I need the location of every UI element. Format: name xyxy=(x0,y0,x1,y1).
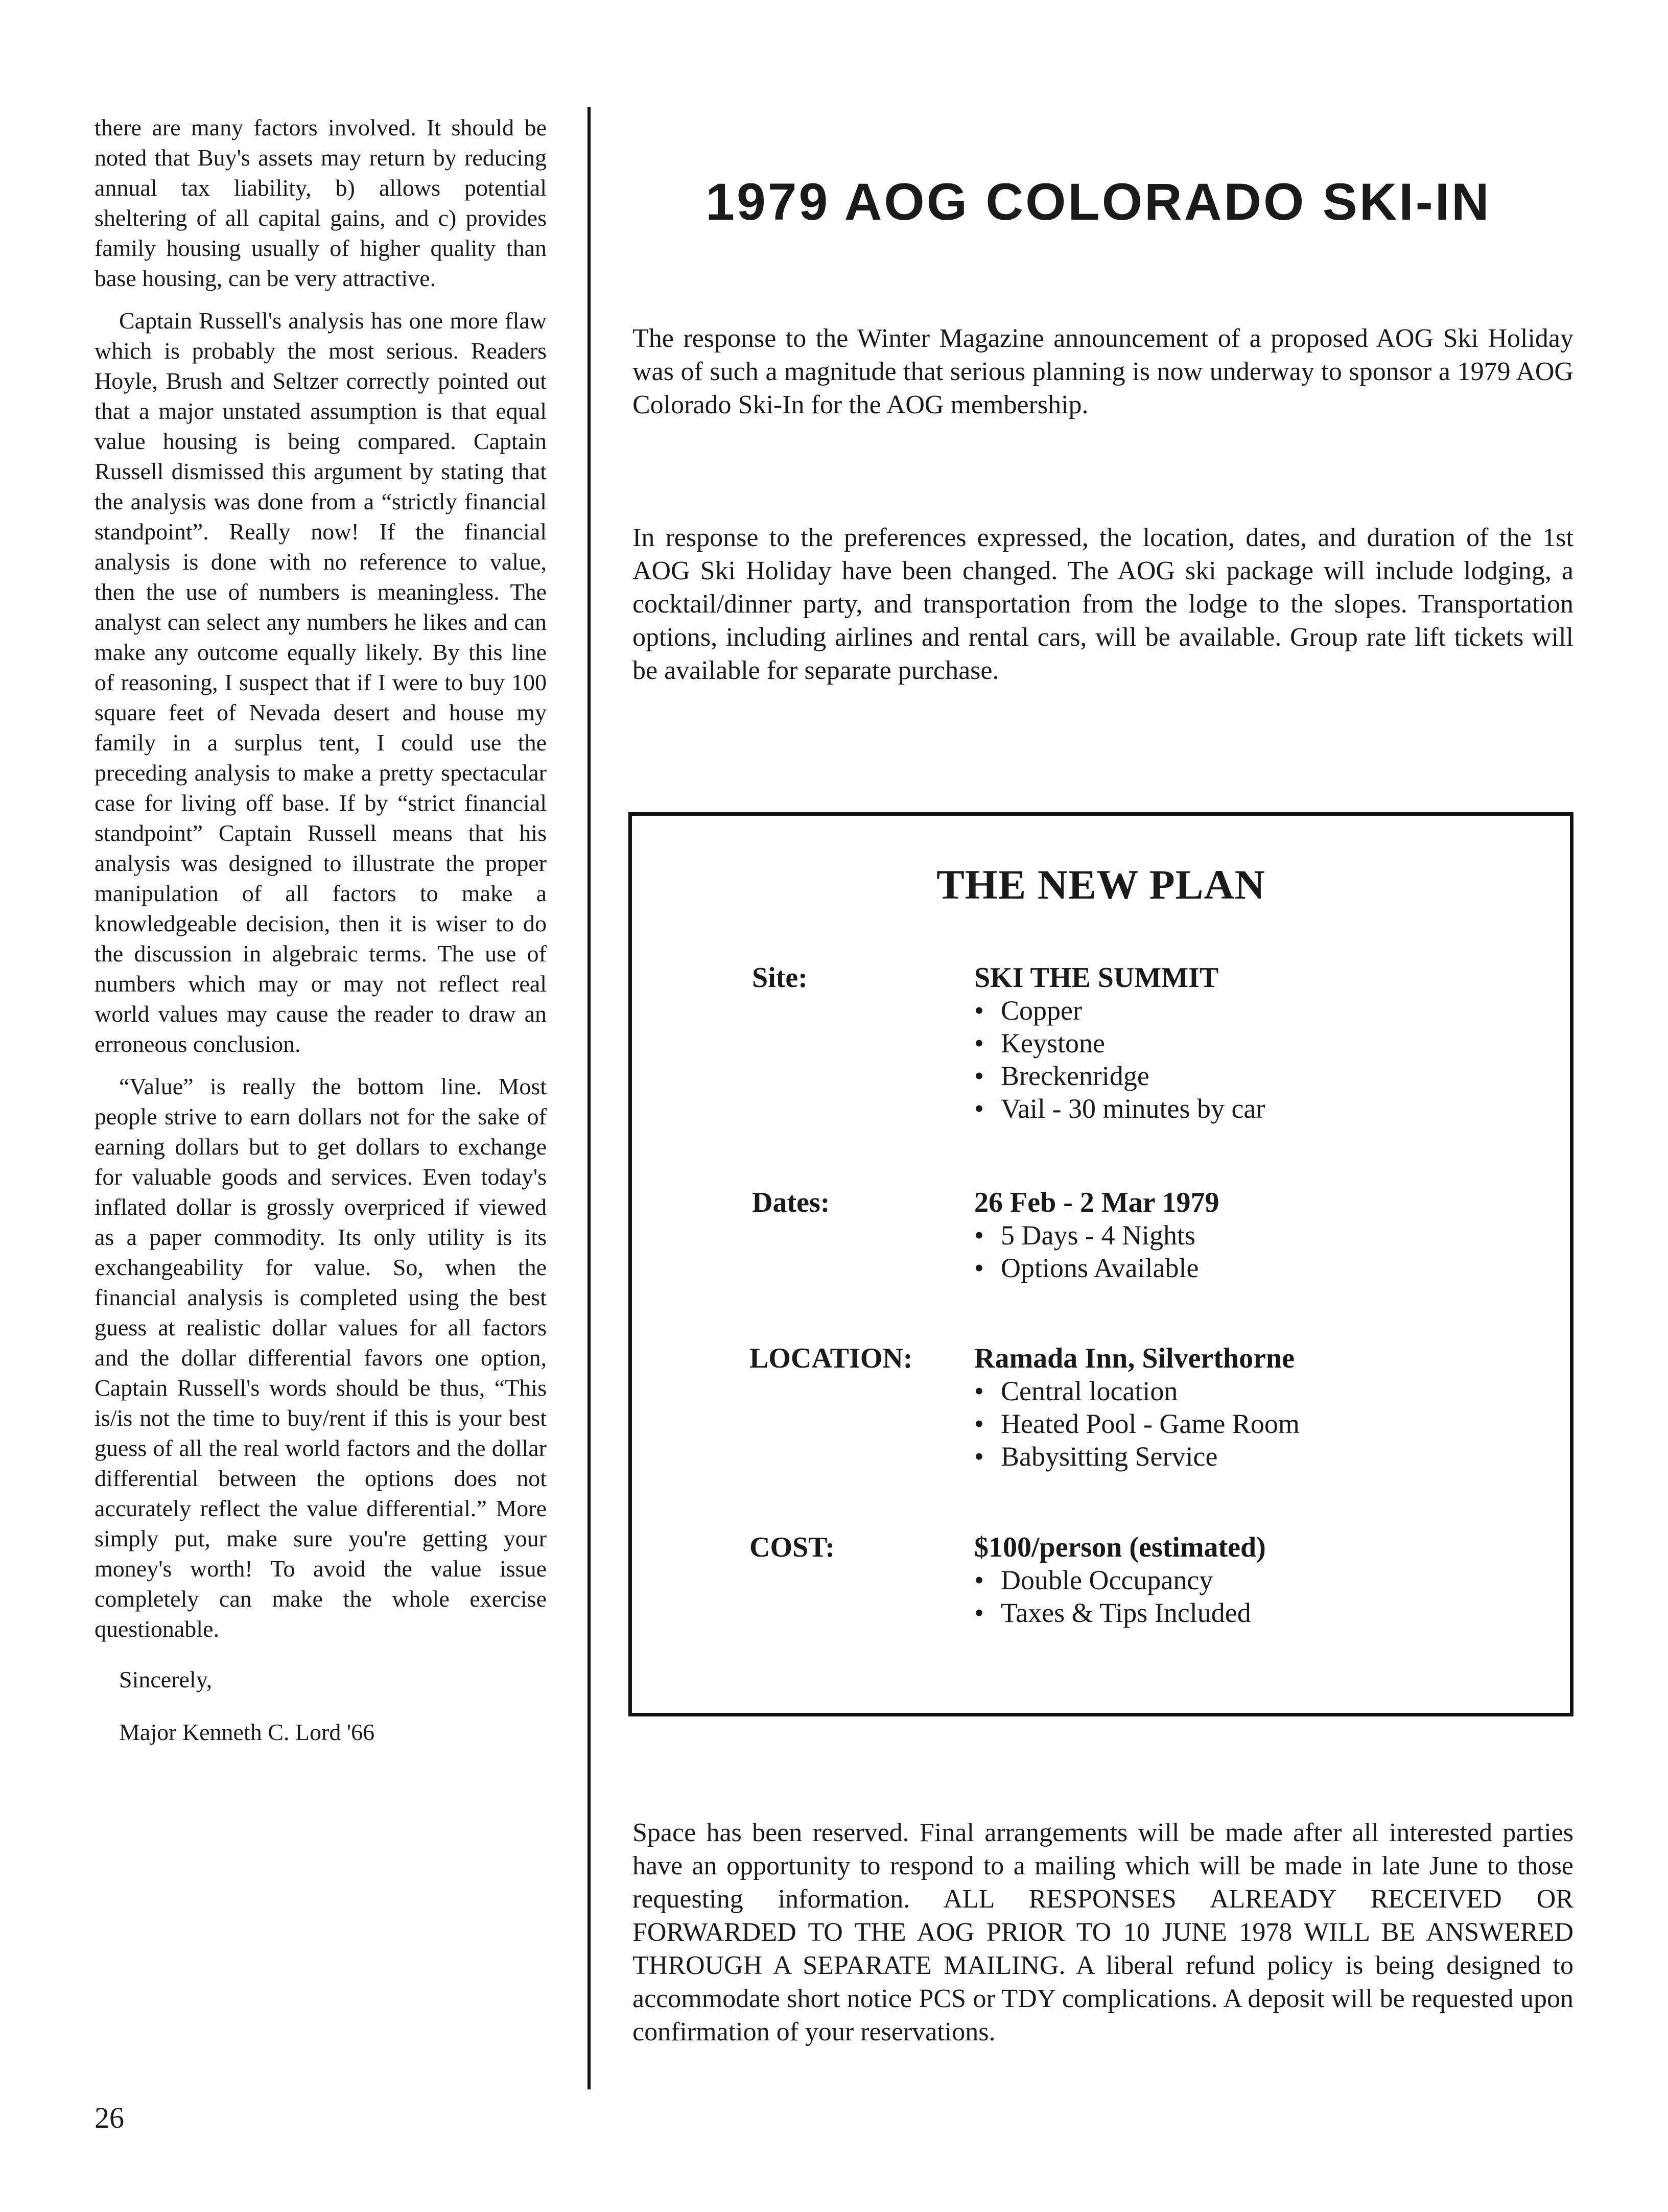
plan-label: LOCATION: xyxy=(749,1343,913,1374)
list-item: • Babysitting Service xyxy=(974,1441,1218,1472)
list-item: • Taxes & Tips Included xyxy=(974,1597,1251,1628)
letter-paragraph: Captain Russell's analysis has one more flaw which is probably the most serious. Readers Hoyle, Brush and Seltzer correctly pointed out that a major unstated assumption is that equal value housing is being compared. Captain Russell dismissed this argument by stating that the analysis was done from a “strictly financial standpoint”. Really now! If the financial analysis is done with no reference to value, then the use of numbers is meaningless. The analyst can select any numbers he likes and can make any outcome equally likely. By this line of reasoning, I suspect that if I were to buy 100 square feet of Nevada desert and house my family in a surplus tent, I could use the preceding analysis to make a pretty spectacular case for living off base. If by “strict financial standpoint” Captain Russell means that his analysis was designed to illustrate the proper manipulation of all factors to make a knowledgeable decision, then it is wiser to do the discussion in algebraic terms. The use of numbers which may or may not reflect real world values may cause the reader to draw an erroneous conclusion. xyxy=(95,308,547,1057)
plan-list xyxy=(974,1564,1251,1629)
plan-headline: 26 Feb - 2 Mar 1979 xyxy=(974,1187,1219,1218)
list-item: • Double Occupancy xyxy=(974,1565,1213,1595)
list-item: • Heated Pool - Game Room xyxy=(974,1408,1300,1439)
plan-list xyxy=(974,1219,1199,1284)
letter-column xyxy=(95,112,547,1747)
plan-list xyxy=(974,1375,1300,1473)
page-number: 26 xyxy=(95,2101,124,2134)
bullet-icon: • xyxy=(974,1253,984,1283)
article-closing-paragraph: Space has been reserved. Final arrangements will be made after all interested parties have an opportunity to respond to a mailing which will be made in late June to those requesting information. ALL RESPONSES ALREADY RECEIVED OR FORWARDED TO THE AOG PRIOR TO 10 JUNE 1978 WILL BE ANSWERED THROUGH A SEPARATE MAILING. A liberal refund policy is being designed to accommodate short notice PCS or TDY complications. A deposit will be requested upon confirmation of your reservations. xyxy=(632,1818,1573,2046)
bullet-icon: • xyxy=(974,1093,984,1124)
list-item: • 5 Days - 4 Nights xyxy=(974,1220,1195,1251)
bullet-icon: • xyxy=(974,1061,984,1091)
new-plan-box xyxy=(628,812,1573,1716)
plan-label: COST: xyxy=(749,1532,835,1563)
bullet-icon: • xyxy=(974,1220,984,1251)
list-item: • Central location xyxy=(974,1376,1178,1406)
article-response-paragraph: In response to the preferences expressed, the location, dates, and duration of the 1st AOG Ski Holiday have been changed. The AOG ski package will include lodging, a cocktail/dinner party, and transportation from the lodge to the slopes. Transportation options, including airlines and rental cars, will be available. Group rate lift tickets will be available for separate purchase. xyxy=(632,523,1573,685)
bullet-icon: • xyxy=(974,995,984,1026)
letter-paragraph: there are many factors involved. It should be noted that Buy's assets may return by reducing annual tax liability, b) allows potential sheltering of all capital gains, and c) provides family housing usually of higher quality than base housing, can be very attractive. xyxy=(95,114,547,291)
column-divider xyxy=(588,107,591,2089)
plan-title: THE NEW PLAN xyxy=(936,861,1265,908)
plan-list xyxy=(974,994,1265,1125)
list-item: • Breckenridge xyxy=(974,1061,1149,1091)
list-item: • Vail - 30 minutes by car xyxy=(974,1093,1265,1124)
bullet-icon: • xyxy=(974,1028,984,1058)
bullet-icon: • xyxy=(974,1597,984,1628)
bullet-icon: • xyxy=(974,1376,984,1406)
plan-headline: $100/person (estimated) xyxy=(974,1532,1266,1563)
letter-signature: Major Kenneth C. Lord '66 xyxy=(119,1719,375,1745)
article-title: 1979 AOG COLORADO SKI-IN xyxy=(706,173,1491,231)
plan-headline: SKI THE SUMMIT xyxy=(974,962,1219,994)
letter-closing: Sincerely, xyxy=(119,1666,213,1692)
list-item: • Copper xyxy=(974,995,1082,1026)
plan-label: Dates: xyxy=(752,1187,830,1218)
bullet-icon: • xyxy=(974,1408,984,1439)
letter-paragraph: “Value” is really the bottom line. Most people strive to earn dollars not for the sake of earning dollars but to get dollars to exchange for valuable goods and services. Even today's inflated dollar is grossly overpriced if viewed as a paper commodity. Its only utility is its exchangeability for value. So, when the financial analysis is completed using the best guess at realistic dollar values for all factors and the dollar differential favors one option, Captain Russell's words should be thus, “This is/is not the time to buy/rent if this is your best guess of all the real world factors and the dollar differential between the options does not accurately reflect the value differential.” More simply put, make sure you're getting your money's worth! To avoid the value issue completely can make the whole exercise questionable. xyxy=(95,1073,547,1642)
bullet-icon: • xyxy=(974,1441,984,1472)
plan-label: Site: xyxy=(752,962,808,994)
list-item: • Options Available xyxy=(974,1253,1199,1283)
list-item: • Keystone xyxy=(974,1028,1105,1058)
plan-headline: Ramada Inn, Silverthorne xyxy=(974,1343,1295,1374)
article-intro-paragraph: The response to the Winter Magazine announcement of a proposed AOG Ski Holiday was of such a magnitude that serious planning is now underway to sponsor a 1979 AOG Colorado Ski-In for the AOG membership. xyxy=(632,324,1573,419)
bullet-icon: • xyxy=(974,1565,984,1595)
